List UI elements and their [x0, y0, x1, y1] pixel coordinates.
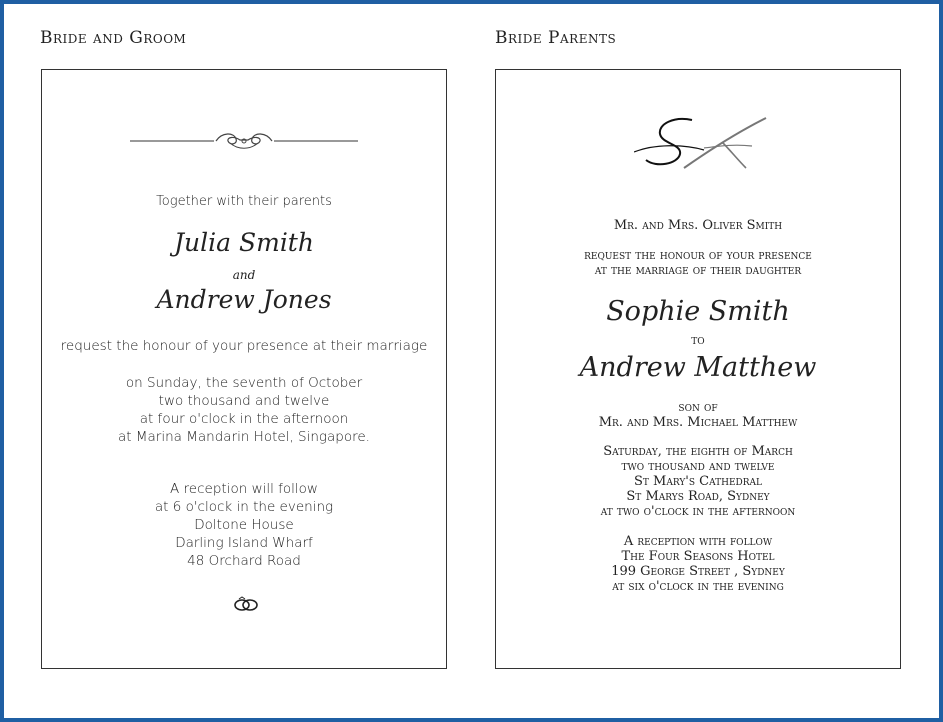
hosts-text: Mr. and Mrs. Oliver Smith — [613, 218, 783, 233]
monogram-logo — [634, 114, 774, 176]
son-of-line: Mr. and Mrs. Michael Matthew — [598, 415, 798, 430]
son-of-line: son of — [678, 400, 718, 415]
groom-name: Andrew Matthew — [579, 352, 817, 383]
detail-line: St Marys Road, Sydney — [626, 489, 770, 504]
groom-name: Andrew Jones — [156, 285, 332, 314]
reception-line: Darling Island Wharf — [175, 535, 313, 551]
bride-name: Sophie Smith — [606, 296, 790, 327]
reception-line: A reception will follow — [170, 481, 318, 497]
detail-line: on Sunday, the seventh of October — [125, 375, 363, 391]
son-of-text — [496, 400, 900, 430]
section-title-bride-groom: Bride and Groom — [40, 28, 187, 48]
bride-name: Julia Smith — [174, 228, 314, 257]
ceremony-details — [42, 374, 446, 446]
to-text: to — [691, 333, 705, 348]
section-title-bride-parents: Bride Parents — [495, 28, 617, 48]
detail-line: two thousand and twelve — [158, 393, 330, 409]
reception-line: The Four Seasons Hotel — [621, 549, 775, 564]
request-text — [496, 248, 900, 278]
detail-line: St Mary's Cathedral — [633, 474, 762, 489]
and-text: and — [232, 268, 256, 282]
reception-line: Doltone House — [194, 517, 294, 533]
rings-icon — [232, 596, 260, 612]
page-frame — [4, 4, 939, 718]
request-line: request the honour of your presence — [584, 248, 812, 263]
invitation-card-bride-parents — [495, 69, 901, 669]
reception-details — [496, 534, 900, 594]
reception-line: A reception with follow — [623, 534, 773, 549]
reception-line: at six o'clock in the evening — [612, 579, 784, 594]
reception-line: 48 Orchard Road — [187, 553, 301, 569]
detail-line: two thousand and twelve — [621, 459, 775, 474]
intro-text: Together with their parents — [156, 194, 332, 209]
detail-line: Saturday, the eighth of March — [603, 444, 793, 459]
reception-details — [42, 480, 446, 570]
invitation-card-bride-groom — [41, 69, 447, 669]
reception-line: at 6 o'clock in the evening — [154, 499, 334, 515]
reception-line: 199 George Street , Sydney — [611, 564, 785, 579]
request-text: request the honour of your presence at their marriage — [60, 338, 428, 354]
ceremony-details — [496, 444, 900, 519]
request-line: at the marriage of their daughter — [594, 263, 802, 278]
detail-line: at Marina Mandarin Hotel, Singapore. — [118, 429, 370, 445]
flourish-divider-icon — [130, 130, 358, 152]
detail-line: at four o'clock in the afternoon — [139, 411, 349, 427]
detail-line: at two o'clock in the afternoon — [600, 504, 796, 519]
